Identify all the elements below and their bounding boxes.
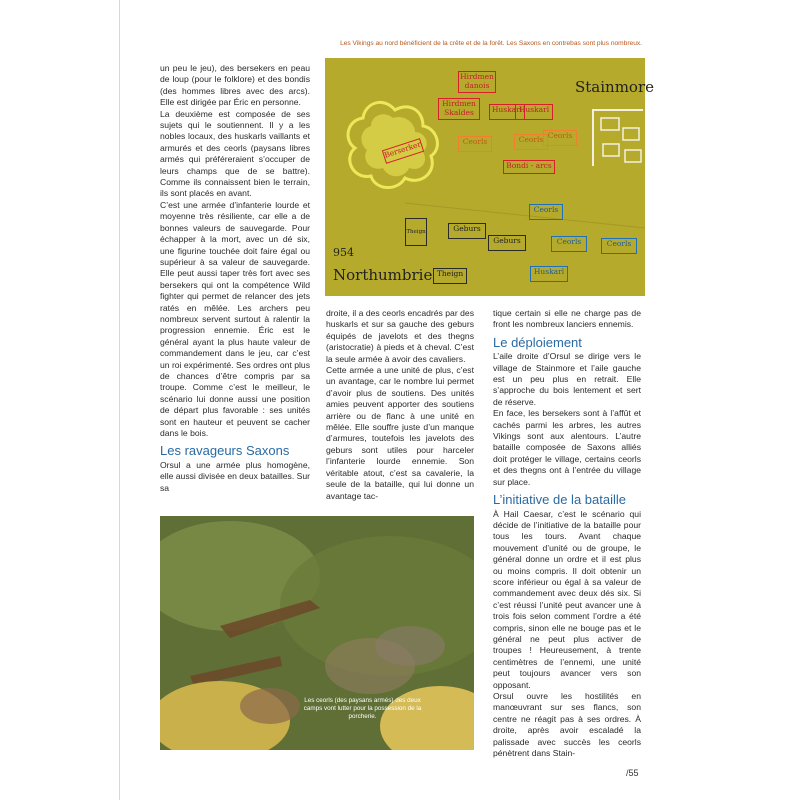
paragraph: Cette armée a une unité de plus, c’est un avantage, car le nombre lui permet d’avoir plus de soutiens. Des unités amies peuvent apporter des soutiens arrière ou de flanc à une unité en mêlée. Elle souffre juste d’un manque d’armures, toutefois les javelots des geburs sont utiles pour harceler l’infanterie lourde ennemie. Son véritable atout, c’est sa cavalerie, la seule de la bataille, qui lui donne un avantage tac- bbox=[326, 365, 474, 501]
paragraph: droite, il a des ceorls encadrés par des huskarls et sur sa gauche des geburs équipés de javelots et des thegns (aristocratie) à pieds et à cheval. C’est la seule armée à avoir des cavaliers. bbox=[326, 308, 474, 364]
paragraph: L’aile droite d’Orsul se dirige vers le village de Stainmore et l’aile gauche est un peu plus en retrait. Elle s’approche du bois lentement et sert de réserve. bbox=[493, 351, 641, 407]
paragraph: tique certain si elle ne charge pas de front les nombreux lanciers ennemis. bbox=[493, 308, 641, 330]
unit-ceorls-orange-1: Ceorls bbox=[458, 136, 492, 152]
unit-ceorls-blue-1: Ceorls bbox=[529, 204, 563, 220]
unit-theign: Theign bbox=[433, 268, 467, 284]
paragraph: À Hail Caesar, c’est le scénario qui décide de l’initiative de la bataille pour tous les tours. Avant chaque mouvement d’unité ou de groupe, le général donne un ordre et il est plus ou moins compris. Il doit obtenir un score inférieur ou égal à sa valeur de commandement avec deux dés six. Si c’est réussi l’unité peut avancer une à trois fois selon comment l’ordre a été compris, sinon elle ne bouge pas et le général ne peut plus activer de troupes ! Heureusement, à trente centimètres de l’ennemi, une unité peut toujours avancer vers son opposant. bbox=[493, 508, 641, 690]
map-place-stainmore: Stainmore bbox=[575, 78, 655, 96]
page-number: /55 bbox=[626, 768, 639, 778]
unit-ceorls-orange-3: Ceorls bbox=[543, 130, 577, 146]
house-outline bbox=[625, 150, 641, 162]
unit-huskarl-viking-left: Huskarl bbox=[489, 104, 525, 120]
text-column-2 bbox=[326, 308, 474, 502]
unit-geburs-1: Geburs bbox=[448, 223, 486, 239]
unit-hirdmen-skaldes: Hirdmen Skaldes bbox=[438, 98, 480, 120]
text-column-1 bbox=[160, 63, 310, 494]
map-place-northumbrie: Northumbrie bbox=[333, 266, 433, 284]
battle-map bbox=[325, 58, 655, 296]
unit-ceorls-blue-3: Ceorls bbox=[601, 238, 637, 254]
house-outline bbox=[603, 144, 619, 156]
paragraph: En face, les bersekers sont à l’affût et cachés parmi les arbres, les autres Vikings sont aux alentours. L’autre bataille composée de Saxons alliés doit protéger le village, certains ceorls et des thegns ont à l’entrée du village sur place. bbox=[493, 408, 641, 487]
house-outline bbox=[623, 128, 639, 140]
unit-ceorls-orange-2: Ceorls bbox=[514, 134, 548, 150]
photo-caption: Les ceorls (des paysans armés) des deux camps vont lutter pour la possession de la porcherie. bbox=[303, 697, 422, 720]
map-year: 954 bbox=[333, 246, 354, 259]
map-caption: Les Vikings au nord bénéficient de la crête et de la forêt. Les Saxons en contrebas sont plus nombreux. bbox=[340, 40, 642, 47]
paragraph: La deuxième est composée de ses sujets qui le soutiennent. Il y a les nobles locaux, des huskarls vaillants et armurés et des ceorls (paysans libres armés qui préféreraient s’occuper de leurs champs que de se battre). Comme ils connaissent bien le terrain, ils sont placés en avant. bbox=[160, 108, 310, 199]
ridge-line bbox=[405, 203, 645, 228]
unit-berserker: Berserker bbox=[382, 138, 424, 164]
unit-bondi-arcs: Bondi - arcs bbox=[503, 160, 555, 174]
page-divider-line bbox=[119, 0, 120, 800]
section-heading-deploiement: Le déploiement bbox=[493, 334, 582, 350]
paragraph: C’est une armée d’infanterie lourde et moyenne très résiliente, car elle a de bonnes valeurs de sauvegarde. Pour échapper à la mort, avec un dé six, une figurine touchée doit faire égal ou supérieur à sa valeur de sauvegarde. Elle peut aussi taper très fort avec ses bersekers qui ont la compétence Wild fighter qui permet de relancer des jets ratés en mêlée. Les archers peu nombreux servent surtout à ralentir la progression ennemie. Éric est le général ayant la plus haute valeur de commandement dans le jeu, car c’est un roi expérimenté. Ses ordres ont plus de chances d’être compris par sa troupe. Comme c’est le meilleur, le scénario lui donne aussi une position de départ plus favorable : ses unités sont en hauteur et peuvent se cacher dans le bois. bbox=[160, 199, 310, 438]
unit-huskarl-saxon: Huskarl bbox=[530, 266, 568, 282]
unit-ceorls-blue-2: Ceorls bbox=[551, 236, 587, 252]
house-outline bbox=[601, 118, 619, 130]
paragraph: Orsul a une armée plus homogène, elle aussi divisée en deux batailles. Sur sa bbox=[160, 459, 311, 493]
paragraph: un peu le jeu), des bersekers en peau de loup (pour le folklore) et des bondis (des hommes libres avec des arcs). Elle est dirigée par Éric en personne. bbox=[160, 63, 310, 108]
unit-theign-small: Theign bbox=[405, 218, 427, 246]
unit-geburs-2: Geburs bbox=[488, 235, 526, 251]
unit-hirdmen-danois: Hirdmen danois bbox=[458, 71, 496, 93]
section-heading-initiative: L’initiative de la bataille bbox=[493, 492, 626, 508]
paragraph: Orsul ouvre les hostilités en manœuvrant sur ses flancs, son centre ne réagit pas à ses ordres. À droite, après avoir escaladé la palissade avec succès les ceorls pénètrent dans Stain- bbox=[493, 691, 641, 759]
unit-huskarl-viking: Huskarl bbox=[515, 104, 553, 120]
text-column-3 bbox=[493, 308, 641, 759]
section-heading-ravageurs-saxons: Les ravageurs Saxons bbox=[160, 443, 290, 459]
